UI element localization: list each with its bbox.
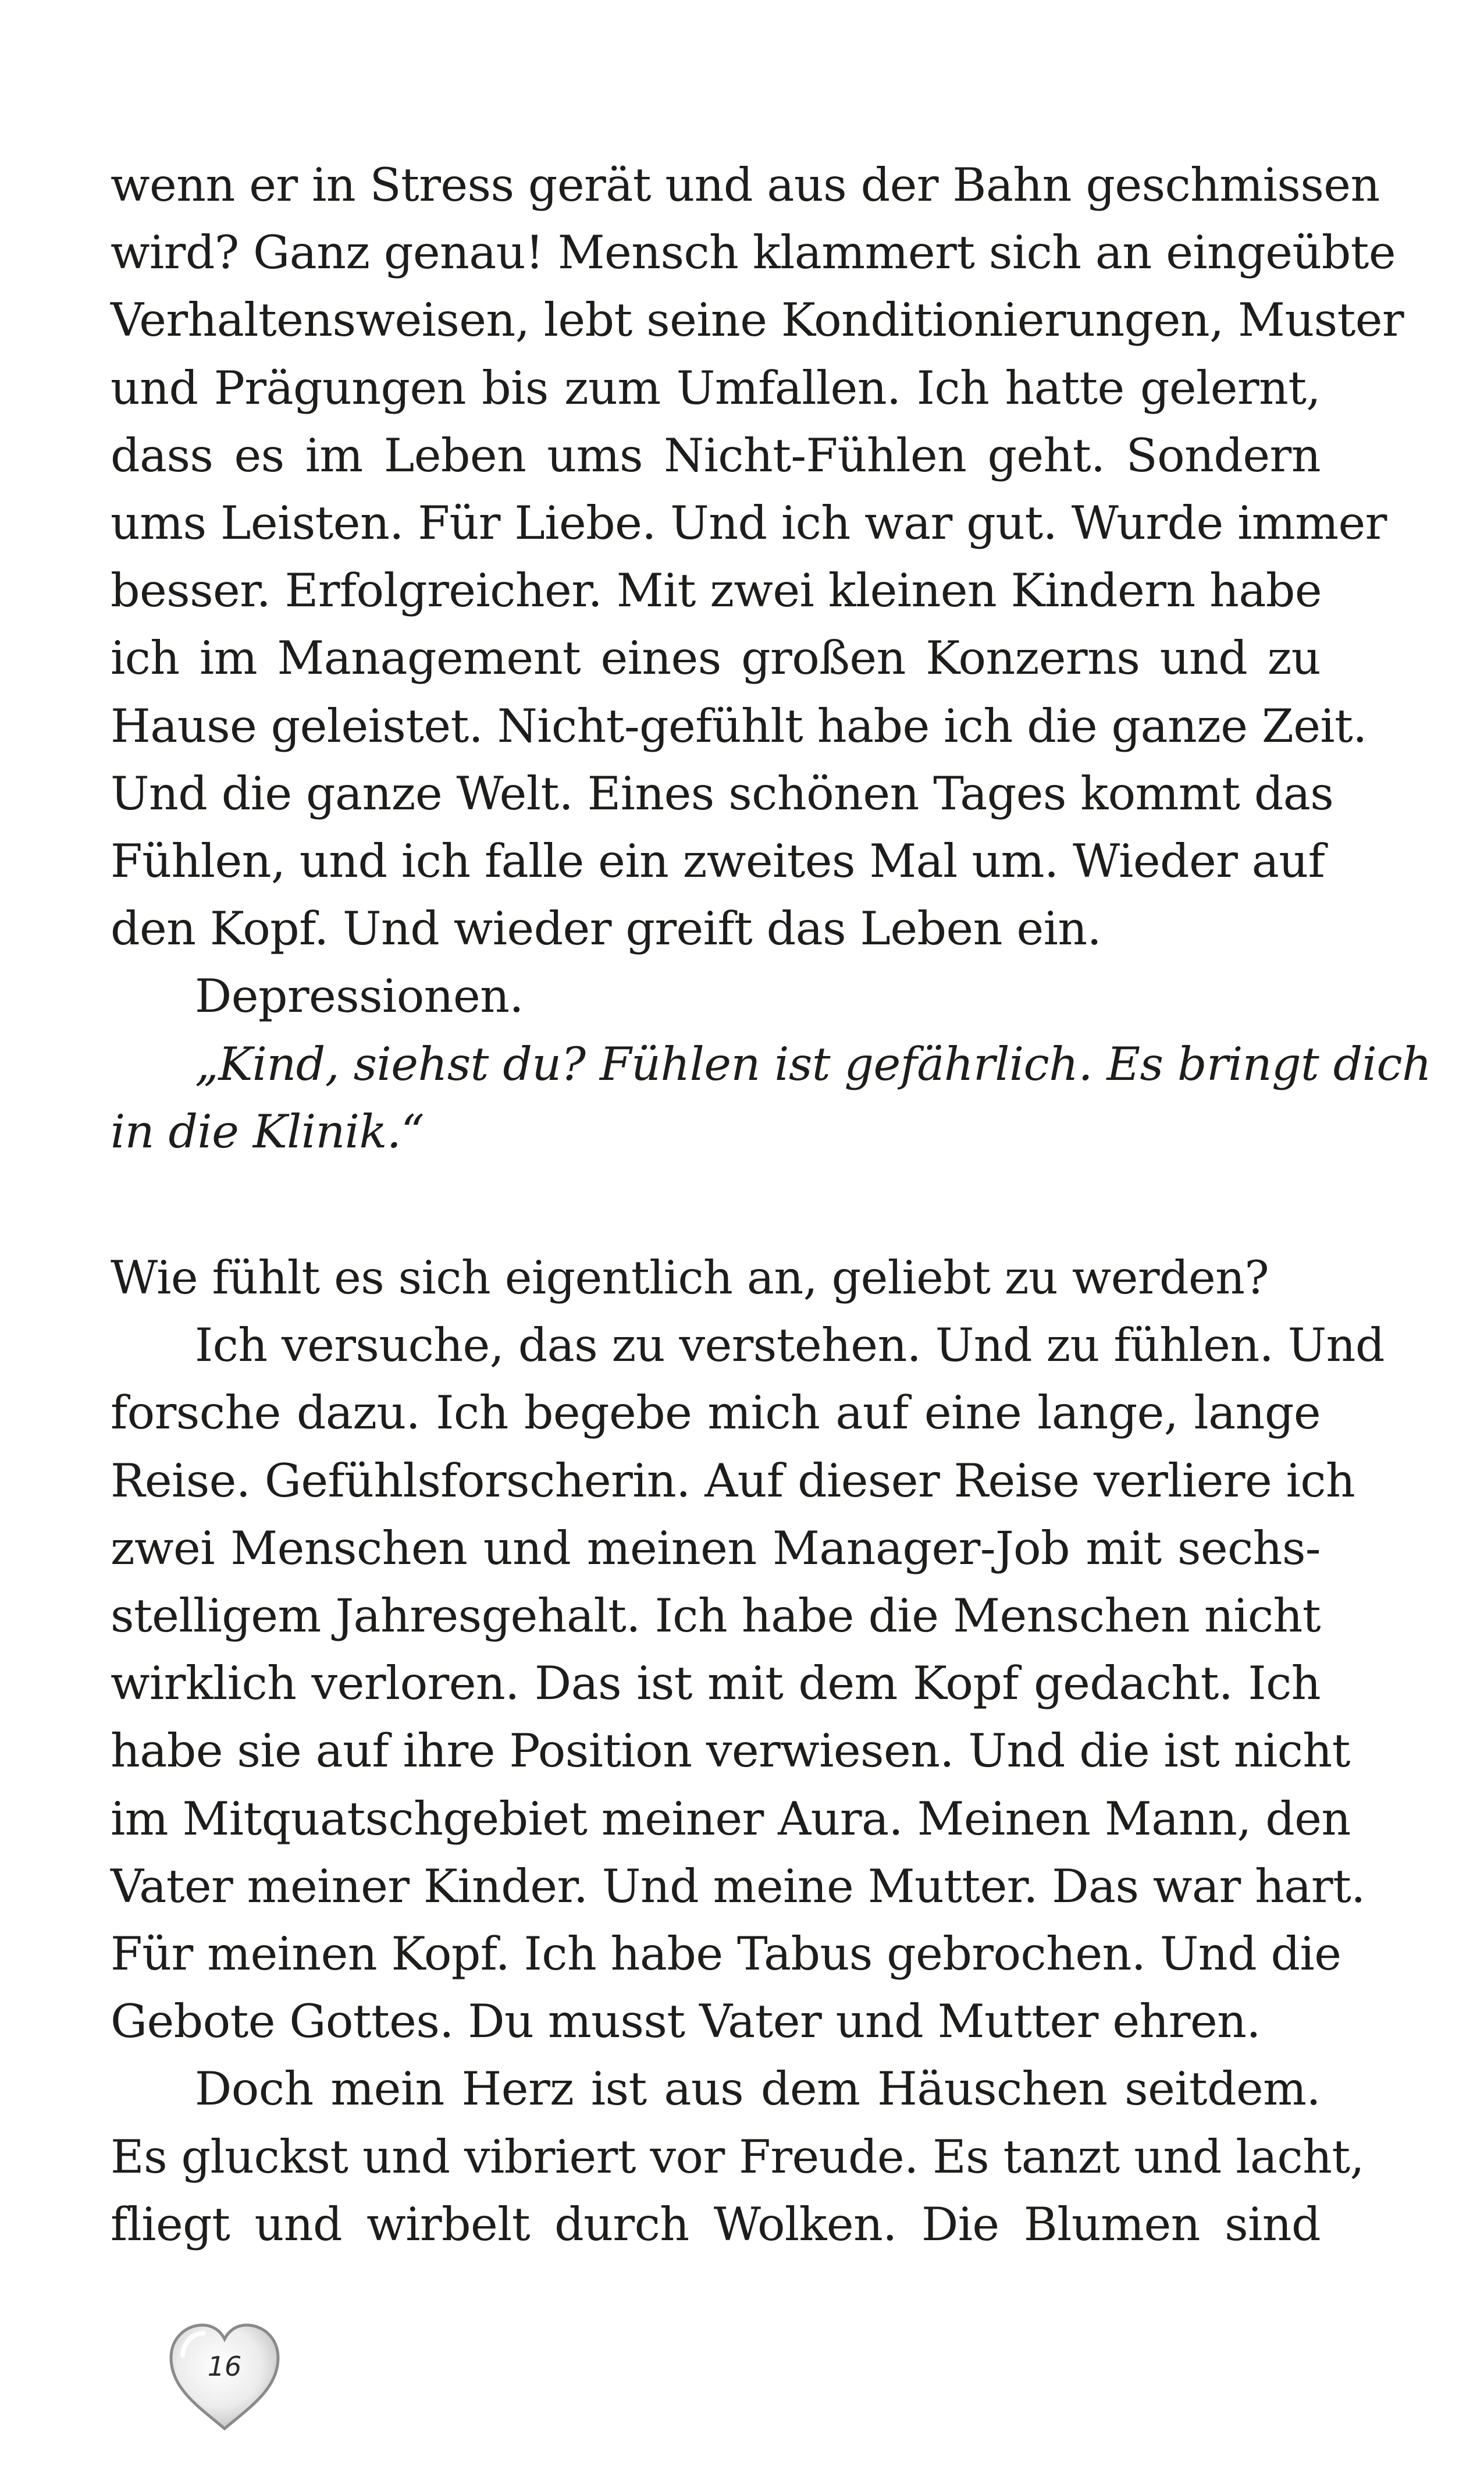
page-number-badge	[165, 2320, 284, 2434]
text-line: ums Leisten. Für Liebe. Und ich war gut. Wurde immer	[111, 496, 1387, 550]
text-line: im Mitquatschgebiet meiner Aura. Meinen Mann, den	[111, 1792, 1351, 1846]
quote-line: in die Klinik.“	[111, 1104, 425, 1158]
text-line: Es gluckst und vibriert vor Freude. Es tanzt und lacht,	[111, 2130, 1365, 2184]
text-block-bottom	[111, 1244, 1385, 2258]
paragraph-question	[111, 1244, 1321, 1311]
quote-paragraph	[111, 1030, 1432, 1165]
text-line: wird? Ganz genau! Mensch klammert sich an eingeübte	[111, 226, 1396, 280]
text-line: Doch mein Herz ist aus dem Häuschen seitdem.	[195, 2062, 1321, 2116]
text-line: dass es im Leben ums Nicht-Fühlen geht. Sondern	[111, 428, 1321, 482]
text-line: Verhaltensweisen, lebt seine Konditionierungen, Muster	[111, 293, 1404, 347]
text-line: den Kopf. Und wieder greift das Leben ein.	[111, 902, 1102, 956]
text-line: Wie fühlt es sich eigentlich an, geliebt zu werden?	[111, 1251, 1269, 1305]
text-line: Vater meiner Kinder. Und meine Mutter. Das war hart.	[111, 1859, 1365, 1913]
text-line: besser. Erfolgreicher. Mit zwei kleinen Kindern habe	[111, 564, 1322, 618]
paragraph-2	[111, 1311, 1385, 2055]
text-line: zwei Menschen und meinen Manager-Job mit sechs-	[111, 1521, 1321, 1575]
text-line: wenn er in Stress gerät und aus der Bahn geschmissen	[111, 158, 1380, 212]
text-block-top	[111, 151, 1432, 1165]
paragraph-depressionen	[111, 962, 1321, 1030]
text-line: wirklich verloren. Das ist mit dem Kopf gedacht. Ich	[111, 1657, 1321, 1711]
text-line: Für meinen Kopf. Ich habe Tabus gebrochen. Und die	[111, 1927, 1341, 1981]
text-line: Und die ganze Welt. Eines schönen Tages kommt das	[111, 766, 1334, 820]
text-line: ich im Management eines großen Konzerns und zu	[111, 631, 1321, 685]
text-line: Ich versuche, das zu verstehen. Und zu fühlen. Und	[195, 1318, 1385, 1373]
text-line: Hause geleistet. Nicht-gefühlt habe ich die ganze Zeit.	[111, 699, 1367, 753]
quote-line: „Kind, siehst du? Fühlen ist gefährlich. Es bringt dich	[195, 1037, 1432, 1091]
text-line: stelligem Jahresgehalt. Ich habe die Menschen nicht	[111, 1589, 1321, 1643]
text-line: habe sie auf ihre Position verwiesen. Und die ist nicht	[111, 1724, 1350, 1778]
text-line: forsche dazu. Ich begebe mich auf eine lange, lange	[111, 1386, 1321, 1440]
text-line: und Prägungen bis zum Umfallen. Ich hatte gelernt,	[111, 361, 1321, 415]
text-line: Gebote Gottes. Du musst Vater und Mutter ehren.	[111, 1995, 1261, 2049]
paragraph-3	[111, 2055, 1365, 2258]
paragraph-1	[111, 151, 1404, 962]
text-line: Reise. Gefühlsforscherin. Auf dieser Reise verliere ich	[111, 1453, 1355, 1508]
text-line: Fühlen, und ich falle ein zweites Mal um. Wieder auf	[111, 834, 1325, 888]
page-number: 16	[207, 2351, 242, 2382]
text-line: fliegt und wirbelt durch Wolken. Die Blumen sind	[111, 2197, 1321, 2251]
text-line: Depressionen.	[195, 969, 524, 1023]
